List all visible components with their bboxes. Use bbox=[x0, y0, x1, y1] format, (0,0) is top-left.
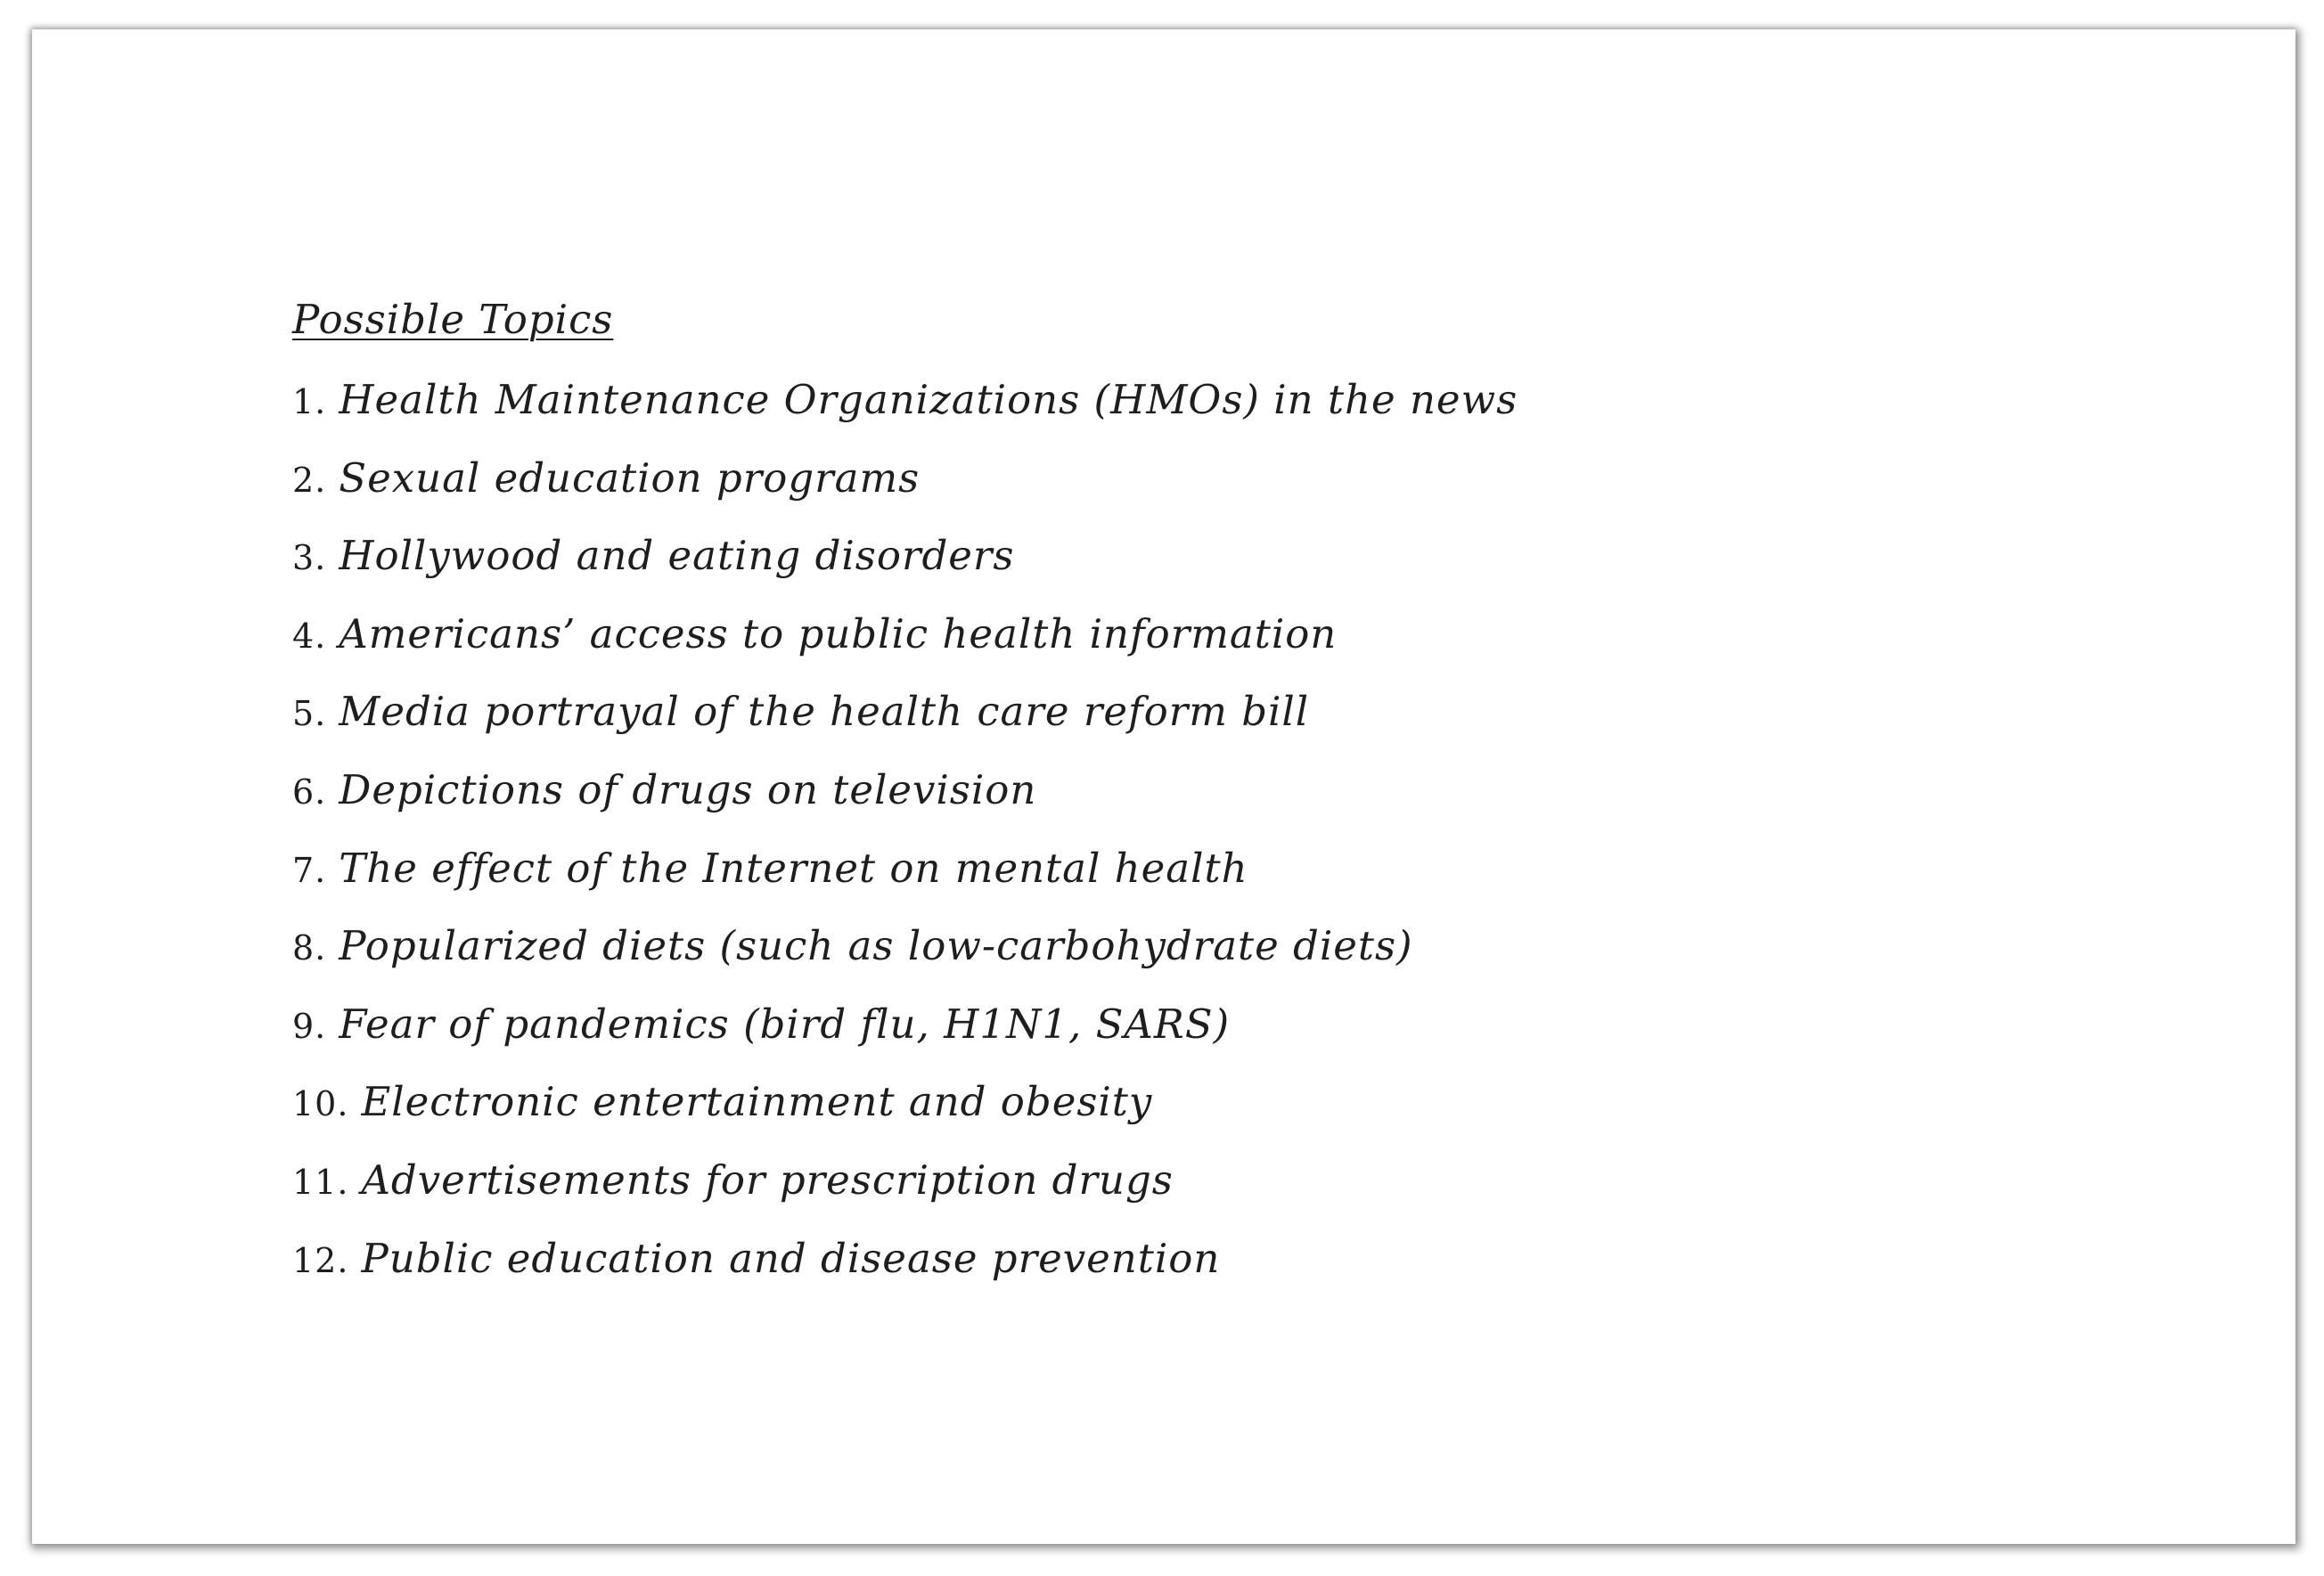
topic-text: Health Maintenance Organizations (HMOs) in the news bbox=[339, 376, 1518, 423]
topic-item bbox=[292, 1232, 2164, 1311]
topic-number: 5. bbox=[292, 694, 327, 734]
topic-text: The effect of the Internet on mental health bbox=[339, 844, 1248, 892]
topic-item bbox=[292, 842, 2164, 920]
topic-text: Electronic entertainment and obesity bbox=[361, 1078, 1153, 1126]
topic-item bbox=[292, 764, 2164, 842]
topic-item bbox=[292, 373, 2164, 452]
topic-item bbox=[292, 685, 2164, 764]
topic-text: Popularized diets (such as low-carbohydrate diets) bbox=[339, 922, 1413, 970]
topic-number: 2. bbox=[292, 460, 327, 500]
topic-item bbox=[292, 608, 2164, 686]
document-heading: Possible Topics bbox=[292, 296, 614, 343]
topic-item bbox=[292, 452, 2164, 530]
topic-number: 10. bbox=[292, 1084, 349, 1124]
topic-text: Americans’ access to public health information bbox=[339, 609, 1338, 657]
topic-text: Advertisements for prescription drugs bbox=[361, 1155, 1174, 1204]
topic-number: 1. bbox=[292, 382, 327, 421]
topic-text: Media portrayal of the health care reform bill bbox=[339, 688, 1310, 736]
topic-item bbox=[292, 1075, 2164, 1154]
topic-item bbox=[292, 919, 2164, 998]
topic-item bbox=[292, 529, 2164, 608]
topic-number: 4. bbox=[292, 616, 327, 656]
topic-item bbox=[292, 1154, 2164, 1232]
topic-number: 9. bbox=[292, 1006, 327, 1046]
topic-item bbox=[292, 998, 2164, 1076]
document-body bbox=[292, 293, 2164, 1310]
topic-number: 6. bbox=[292, 772, 327, 812]
topic-list bbox=[292, 373, 2164, 1310]
topic-number: 11. bbox=[292, 1162, 349, 1202]
topic-text: Sexual education programs bbox=[339, 453, 921, 502]
topic-number: 7. bbox=[292, 850, 327, 890]
topic-text: Public education and disease prevention bbox=[361, 1234, 1221, 1282]
topic-number: 12. bbox=[292, 1240, 349, 1280]
topic-text: Fear of pandemics (bird flu, H1N1, SARS) bbox=[339, 1000, 1231, 1048]
topic-number: 3. bbox=[292, 538, 327, 578]
topic-number: 8. bbox=[292, 928, 327, 968]
paper-sheet bbox=[32, 29, 2295, 1544]
topic-text: Depictions of drugs on television bbox=[339, 765, 1037, 813]
topic-text: Hollywood and eating disorders bbox=[339, 532, 1015, 580]
